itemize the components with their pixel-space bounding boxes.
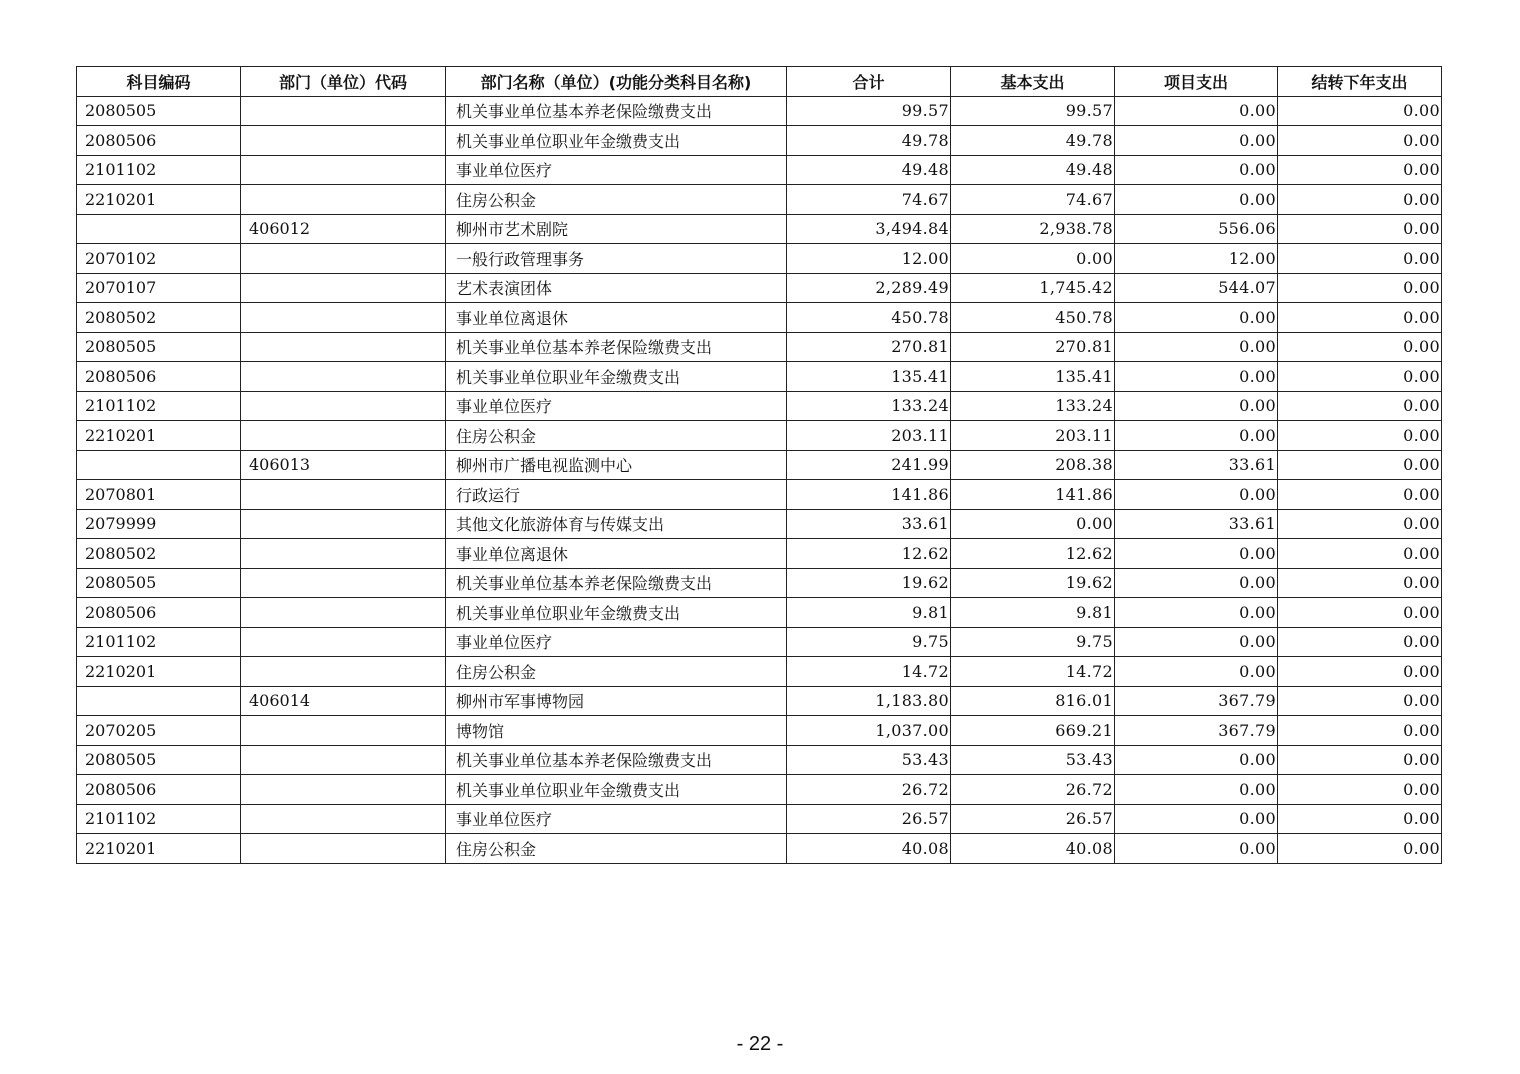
- table-row: [77, 834, 1442, 864]
- total-cell: 1,037.00: [787, 716, 951, 746]
- basic-cell: 99.57: [951, 96, 1115, 126]
- name-cell: 事业单位离退休: [446, 539, 787, 569]
- total-cell: 12.00: [787, 244, 951, 274]
- table-row: [77, 480, 1442, 510]
- total-cell: 53.43: [787, 745, 951, 775]
- department-code-cell: [241, 244, 446, 274]
- total-cell: 14.72: [787, 657, 951, 687]
- subject-code-cell: 2070107: [77, 273, 241, 303]
- department-code-cell: [241, 480, 446, 510]
- table-row: [77, 450, 1442, 480]
- basic-cell: 816.01: [951, 686, 1115, 716]
- total-cell: 26.72: [787, 775, 951, 805]
- carryover-cell: 0.00: [1278, 598, 1442, 628]
- project-cell: 0.00: [1115, 362, 1278, 392]
- project-cell: 33.61: [1115, 450, 1278, 480]
- header-basic-expenditure: 基本支出: [951, 67, 1115, 97]
- total-cell: 241.99: [787, 450, 951, 480]
- department-code-cell: [241, 126, 446, 156]
- subject-code-cell: 2080506: [77, 598, 241, 628]
- subject-code-cell: 2080502: [77, 303, 241, 333]
- project-cell: 0.00: [1115, 332, 1278, 362]
- department-code-cell: [241, 598, 446, 628]
- name-cell: 柳州市艺术剧院: [446, 214, 787, 244]
- subject-code-cell: 2210201: [77, 185, 241, 215]
- basic-cell: 49.78: [951, 126, 1115, 156]
- table-row: [77, 332, 1442, 362]
- basic-cell: 133.24: [951, 391, 1115, 421]
- basic-cell: 2,938.78: [951, 214, 1115, 244]
- header-total: 合计: [787, 67, 951, 97]
- department-code-cell: [241, 539, 446, 569]
- department-code-cell: [241, 421, 446, 451]
- carryover-cell: 0.00: [1278, 273, 1442, 303]
- project-cell: 0.00: [1115, 834, 1278, 864]
- name-cell: 住房公积金: [446, 421, 787, 451]
- project-cell: 0.00: [1115, 657, 1278, 687]
- department-code-cell: [241, 627, 446, 657]
- carryover-cell: 0.00: [1278, 804, 1442, 834]
- subject-code-cell: 2070205: [77, 716, 241, 746]
- table-row: [77, 155, 1442, 185]
- department-code-cell: [241, 804, 446, 834]
- basic-cell: 0.00: [951, 244, 1115, 274]
- basic-cell: 141.86: [951, 480, 1115, 510]
- subject-code-cell: [77, 450, 241, 480]
- department-code-cell: [241, 332, 446, 362]
- table-body: [77, 96, 1442, 863]
- header-project-expenditure: 项目支出: [1115, 67, 1278, 97]
- department-code-cell: [241, 155, 446, 185]
- name-cell: 住房公积金: [446, 834, 787, 864]
- project-cell: 367.79: [1115, 716, 1278, 746]
- table-row: [77, 598, 1442, 628]
- department-code-cell: [241, 834, 446, 864]
- project-cell: 544.07: [1115, 273, 1278, 303]
- total-cell: 141.86: [787, 480, 951, 510]
- subject-code-cell: 2070801: [77, 480, 241, 510]
- table-row: [77, 185, 1442, 215]
- carryover-cell: 0.00: [1278, 568, 1442, 598]
- department-code-cell: [241, 657, 446, 687]
- total-cell: 49.48: [787, 155, 951, 185]
- total-cell: 99.57: [787, 96, 951, 126]
- carryover-cell: 0.00: [1278, 185, 1442, 215]
- basic-cell: 12.62: [951, 539, 1115, 569]
- name-cell: 事业单位离退休: [446, 303, 787, 333]
- project-cell: 0.00: [1115, 598, 1278, 628]
- name-cell: 事业单位医疗: [446, 155, 787, 185]
- total-cell: 26.57: [787, 804, 951, 834]
- basic-cell: 49.48: [951, 155, 1115, 185]
- subject-code-cell: 2210201: [77, 421, 241, 451]
- carryover-cell: 0.00: [1278, 745, 1442, 775]
- subject-code-cell: 2101102: [77, 391, 241, 421]
- total-cell: 135.41: [787, 362, 951, 392]
- name-cell: 机关事业单位职业年金缴费支出: [446, 362, 787, 392]
- subject-code-cell: 2070102: [77, 244, 241, 274]
- total-cell: 33.61: [787, 509, 951, 539]
- total-cell: 203.11: [787, 421, 951, 451]
- name-cell: 博物馆: [446, 716, 787, 746]
- total-cell: 1,183.80: [787, 686, 951, 716]
- project-cell: 12.00: [1115, 244, 1278, 274]
- basic-cell: 270.81: [951, 332, 1115, 362]
- page-number: - 22 -: [736, 1033, 784, 1055]
- table-row: [77, 539, 1442, 569]
- name-cell: 住房公积金: [446, 185, 787, 215]
- header-department-code: 部门（单位）代码: [241, 67, 446, 97]
- project-cell: 0.00: [1115, 126, 1278, 156]
- basic-cell: 208.38: [951, 450, 1115, 480]
- subject-code-cell: 2210201: [77, 657, 241, 687]
- subject-code-cell: [77, 214, 241, 244]
- carryover-cell: 0.00: [1278, 96, 1442, 126]
- project-cell: 0.00: [1115, 96, 1278, 126]
- total-cell: 450.78: [787, 303, 951, 333]
- carryover-cell: 0.00: [1278, 686, 1442, 716]
- basic-cell: 0.00: [951, 509, 1115, 539]
- table-row: [77, 657, 1442, 687]
- table-row: [77, 804, 1442, 834]
- subject-code-cell: 2101102: [77, 627, 241, 657]
- carryover-cell: 0.00: [1278, 391, 1442, 421]
- name-cell: 机关事业单位基本养老保险缴费支出: [446, 745, 787, 775]
- carryover-cell: 0.00: [1278, 627, 1442, 657]
- header-subject-code: 科目编码: [77, 67, 241, 97]
- subject-code-cell: 2080506: [77, 126, 241, 156]
- total-cell: 2,289.49: [787, 273, 951, 303]
- name-cell: 柳州市军事博物园: [446, 686, 787, 716]
- total-cell: 19.62: [787, 568, 951, 598]
- project-cell: 33.61: [1115, 509, 1278, 539]
- expenditure-table: [76, 66, 1442, 864]
- name-cell: 事业单位医疗: [446, 627, 787, 657]
- table-row: [77, 273, 1442, 303]
- carryover-cell: 0.00: [1278, 126, 1442, 156]
- subject-code-cell: [77, 686, 241, 716]
- carryover-cell: 0.00: [1278, 775, 1442, 805]
- total-cell: 133.24: [787, 391, 951, 421]
- header-department-name: 部门名称（单位）(功能分类科目名称): [446, 67, 787, 97]
- name-cell: 柳州市广播电视监测中心: [446, 450, 787, 480]
- table-row: [77, 214, 1442, 244]
- basic-cell: 53.43: [951, 745, 1115, 775]
- basic-cell: 74.67: [951, 185, 1115, 215]
- name-cell: 机关事业单位基本养老保险缴费支出: [446, 332, 787, 362]
- project-cell: 0.00: [1115, 627, 1278, 657]
- basic-cell: 669.21: [951, 716, 1115, 746]
- basic-cell: 14.72: [951, 657, 1115, 687]
- total-cell: 49.78: [787, 126, 951, 156]
- table-row: [77, 686, 1442, 716]
- subject-code-cell: 2080506: [77, 362, 241, 392]
- department-code-cell: [241, 96, 446, 126]
- department-code-cell: [241, 303, 446, 333]
- name-cell: 其他文化旅游体育与传媒支出: [446, 509, 787, 539]
- name-cell: 住房公积金: [446, 657, 787, 687]
- project-cell: 0.00: [1115, 804, 1278, 834]
- project-cell: 556.06: [1115, 214, 1278, 244]
- name-cell: 机关事业单位基本养老保险缴费支出: [446, 568, 787, 598]
- carryover-cell: 0.00: [1278, 450, 1442, 480]
- carryover-cell: 0.00: [1278, 834, 1442, 864]
- carryover-cell: 0.00: [1278, 214, 1442, 244]
- name-cell: 行政运行: [446, 480, 787, 510]
- table-row: [77, 362, 1442, 392]
- subject-code-cell: 2080505: [77, 745, 241, 775]
- basic-cell: 1,745.42: [951, 273, 1115, 303]
- carryover-cell: 0.00: [1278, 480, 1442, 510]
- basic-cell: 26.57: [951, 804, 1115, 834]
- basic-cell: 9.75: [951, 627, 1115, 657]
- carryover-cell: 0.00: [1278, 509, 1442, 539]
- basic-cell: 26.72: [951, 775, 1115, 805]
- table-row: [77, 568, 1442, 598]
- name-cell: 机关事业单位职业年金缴费支出: [446, 126, 787, 156]
- table-row: [77, 96, 1442, 126]
- project-cell: 0.00: [1115, 568, 1278, 598]
- project-cell: 0.00: [1115, 539, 1278, 569]
- department-code-cell: [241, 716, 446, 746]
- total-cell: 9.81: [787, 598, 951, 628]
- header-carryover-expenditure: 结转下年支出: [1278, 67, 1442, 97]
- carryover-cell: 0.00: [1278, 539, 1442, 569]
- carryover-cell: 0.00: [1278, 421, 1442, 451]
- total-cell: 3,494.84: [787, 214, 951, 244]
- name-cell: 艺术表演团体: [446, 273, 787, 303]
- carryover-cell: 0.00: [1278, 244, 1442, 274]
- basic-cell: 203.11: [951, 421, 1115, 451]
- total-cell: 12.62: [787, 539, 951, 569]
- subject-code-cell: 2101102: [77, 155, 241, 185]
- department-code-cell: [241, 362, 446, 392]
- department-code-cell: [241, 273, 446, 303]
- department-code-cell: 406013: [241, 450, 446, 480]
- project-cell: 0.00: [1115, 391, 1278, 421]
- subject-code-cell: 2080506: [77, 775, 241, 805]
- project-cell: 0.00: [1115, 421, 1278, 451]
- project-cell: 0.00: [1115, 775, 1278, 805]
- carryover-cell: 0.00: [1278, 155, 1442, 185]
- name-cell: 机关事业单位职业年金缴费支出: [446, 775, 787, 805]
- table-row: [77, 509, 1442, 539]
- carryover-cell: 0.00: [1278, 657, 1442, 687]
- carryover-cell: 0.00: [1278, 303, 1442, 333]
- project-cell: 0.00: [1115, 480, 1278, 510]
- project-cell: 0.00: [1115, 185, 1278, 215]
- subject-code-cell: 2210201: [77, 834, 241, 864]
- table-row: [77, 627, 1442, 657]
- basic-cell: 135.41: [951, 362, 1115, 392]
- department-code-cell: [241, 185, 446, 215]
- department-code-cell: [241, 745, 446, 775]
- total-cell: 270.81: [787, 332, 951, 362]
- project-cell: 0.00: [1115, 155, 1278, 185]
- project-cell: 367.79: [1115, 686, 1278, 716]
- carryover-cell: 0.00: [1278, 716, 1442, 746]
- table-row: [77, 391, 1442, 421]
- department-code-cell: [241, 568, 446, 598]
- total-cell: 40.08: [787, 834, 951, 864]
- basic-cell: 19.62: [951, 568, 1115, 598]
- table-row: [77, 775, 1442, 805]
- name-cell: 机关事业单位职业年金缴费支出: [446, 598, 787, 628]
- subject-code-cell: 2101102: [77, 804, 241, 834]
- table-row: [77, 745, 1442, 775]
- subject-code-cell: 2080502: [77, 539, 241, 569]
- basic-cell: 9.81: [951, 598, 1115, 628]
- name-cell: 事业单位医疗: [446, 391, 787, 421]
- table-header-row: [77, 67, 1442, 97]
- table-row: [77, 244, 1442, 274]
- table-row: [77, 716, 1442, 746]
- basic-cell: 40.08: [951, 834, 1115, 864]
- table-row: [77, 421, 1442, 451]
- department-code-cell: [241, 775, 446, 805]
- department-code-cell: 406014: [241, 686, 446, 716]
- name-cell: 一般行政管理事务: [446, 244, 787, 274]
- subject-code-cell: 2080505: [77, 332, 241, 362]
- carryover-cell: 0.00: [1278, 362, 1442, 392]
- department-code-cell: 406012: [241, 214, 446, 244]
- total-cell: 9.75: [787, 627, 951, 657]
- name-cell: 机关事业单位基本养老保险缴费支出: [446, 96, 787, 126]
- department-code-cell: [241, 391, 446, 421]
- table-row: [77, 126, 1442, 156]
- project-cell: 0.00: [1115, 303, 1278, 333]
- project-cell: 0.00: [1115, 745, 1278, 775]
- subject-code-cell: 2080505: [77, 96, 241, 126]
- subject-code-cell: 2079999: [77, 509, 241, 539]
- carryover-cell: 0.00: [1278, 332, 1442, 362]
- department-code-cell: [241, 509, 446, 539]
- total-cell: 74.67: [787, 185, 951, 215]
- basic-cell: 450.78: [951, 303, 1115, 333]
- table-row: [77, 303, 1442, 333]
- name-cell: 事业单位医疗: [446, 804, 787, 834]
- subject-code-cell: 2080505: [77, 568, 241, 598]
